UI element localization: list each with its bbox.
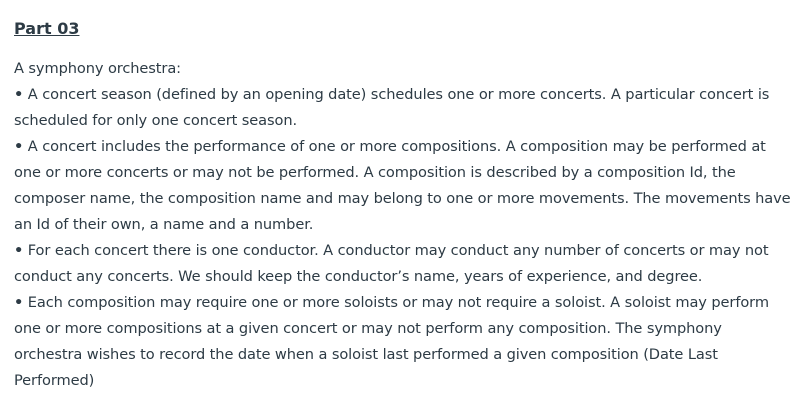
bullet-text: Each composition may require one or more soloists or may not require a soloist. A soloist may perform one or more compositions at a given concert or may not perform any composition. The symphony orchestra wishes to record the date when a soloist last performed a given composition (Date Last Performed) (14, 294, 769, 389)
part-heading: Part 03 (14, 19, 80, 38)
bullet-text: A concert season (defined by an opening date) schedules one or more concerts. A particular concert is scheduled for only one concert season. (14, 86, 770, 129)
bullet-item-conductor (14, 238, 793, 290)
bullet-item-compositions (14, 134, 793, 238)
bullet-icon: • (14, 294, 24, 311)
intro-text: A symphony orchestra: (14, 60, 181, 77)
bullet-item-soloists (14, 290, 793, 394)
bullet-text: A concert includes the performance of one or more compositions. A composition may be performed at one or more concerts or may not be performed. A composition is described by a composition Id, the composer name, the composition name and may belong to one or more movements. The movements have an Id of their own, a name and a number. (14, 138, 791, 233)
bullet-icon: • (14, 86, 24, 103)
bullet-icon: • (14, 138, 24, 155)
bullet-item-concert-season (14, 82, 793, 134)
document-body (14, 56, 793, 394)
bullet-icon: • (14, 242, 24, 259)
bullet-text: For each concert there is one conductor. A conductor may conduct any number of concerts or may not conduct any concerts. We should keep the conductor’s name, years of experience, and degree. (14, 242, 769, 285)
